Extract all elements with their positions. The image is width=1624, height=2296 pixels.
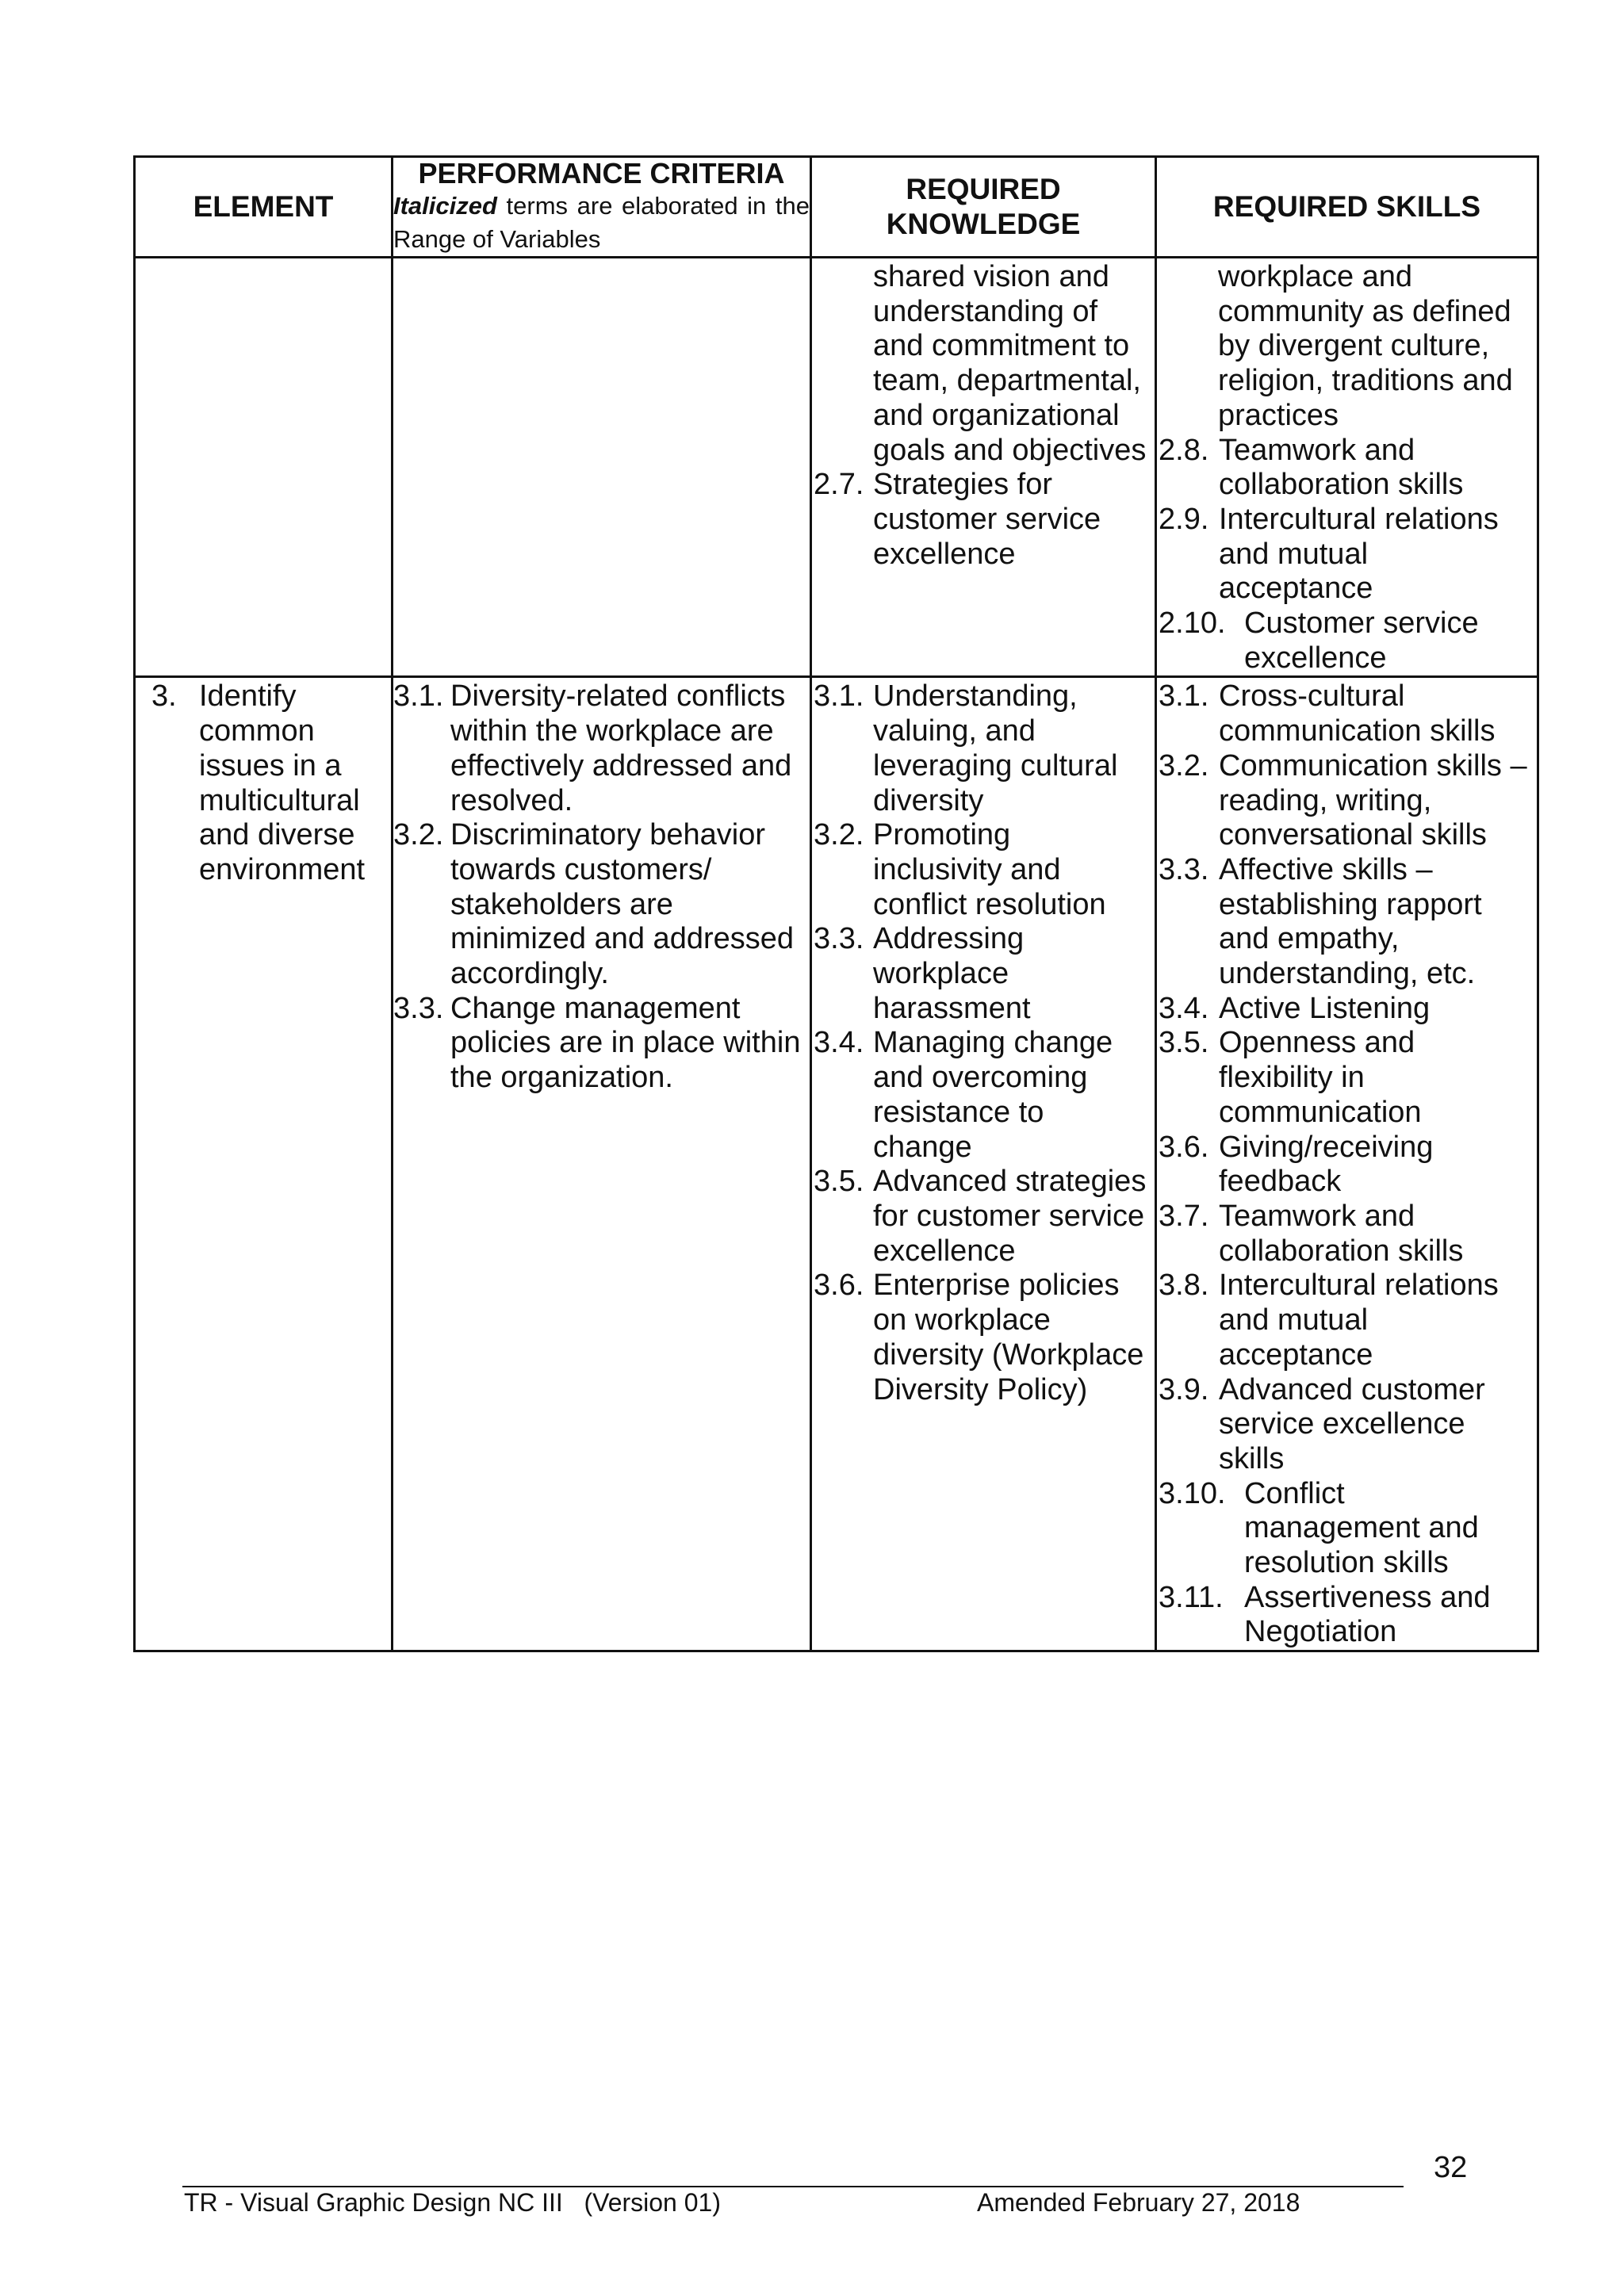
item-number: 3.11. bbox=[1159, 1580, 1224, 1614]
item-text: Enterprise policies on workplace diversity (Workplace Diversity Policy) bbox=[873, 1269, 1144, 1406]
continuation-element-cell bbox=[135, 258, 393, 677]
header-required-knowledge bbox=[811, 157, 1156, 258]
item-text: Advanced customer service excellence skills bbox=[1219, 1372, 1485, 1475]
item-number: 3.3. bbox=[814, 922, 864, 956]
knowledge-cell bbox=[811, 677, 1156, 1651]
item-number: 2.8. bbox=[1159, 433, 1209, 467]
knowledge-continuation-text: shared vision and understanding of and commitment to team, departmental, and organizational goals and objectives bbox=[873, 260, 1147, 467]
item-number: 3.8. bbox=[1159, 1269, 1209, 1303]
list-item bbox=[393, 992, 810, 1096]
item-number: 3.7. bbox=[1159, 1199, 1209, 1233]
item-number: 3.6. bbox=[1159, 1130, 1209, 1164]
item-text: Promoting inclusivity and conflict resolution bbox=[873, 818, 1106, 921]
item-text: Addressing workplace harassment bbox=[873, 922, 1031, 1025]
item-number: 3.3. bbox=[1159, 852, 1209, 886]
table-header-row bbox=[135, 157, 1538, 258]
item-number: 3.1. bbox=[814, 679, 864, 714]
knowledge-list bbox=[812, 679, 1155, 1407]
item-text: Intercultural relations and mutual acceptance bbox=[1219, 502, 1499, 606]
item-text: Openness and flexibility in communication bbox=[1219, 1026, 1422, 1129]
performance-criteria-note-text: terms are elaborated in the Range of Variables bbox=[393, 192, 810, 253]
item-text: Teamwork and collaboration skills bbox=[1219, 1199, 1464, 1268]
header-required-skills: REQUIRED SKILLS bbox=[1156, 157, 1538, 258]
element-number: 3. bbox=[151, 679, 177, 714]
list-item bbox=[1159, 434, 1537, 503]
item-number: 2.10. bbox=[1159, 607, 1226, 641]
element-list bbox=[136, 679, 391, 887]
list-item bbox=[1159, 1131, 1537, 1200]
list-item bbox=[1159, 607, 1537, 675]
item-number: 3.5. bbox=[814, 1165, 864, 1199]
item-text: Cross-cultural communication skills bbox=[1219, 679, 1496, 748]
criteria-cell bbox=[393, 677, 811, 1651]
list-item bbox=[1159, 1269, 1537, 1372]
list-item bbox=[814, 679, 1155, 818]
item-number: 3.6. bbox=[814, 1269, 864, 1303]
item-text: Strategies for customer service excellence bbox=[873, 468, 1101, 571]
footer-document-title: TR - Visual Graphic Design NC III (Version 01) bbox=[184, 2188, 721, 2217]
list-item bbox=[814, 1165, 1155, 1269]
continuation-row bbox=[135, 258, 1538, 677]
criteria-list bbox=[393, 679, 810, 1095]
element-3-row bbox=[135, 677, 1538, 1651]
item-number: 3.2. bbox=[393, 818, 444, 852]
item-text: Customer service excellence bbox=[1244, 607, 1479, 675]
list-item bbox=[1159, 679, 1537, 748]
list-item bbox=[151, 679, 391, 887]
item-number: 3.1. bbox=[1159, 679, 1209, 714]
item-text: Understanding, valuing, and leveraging cultural diversity bbox=[873, 679, 1118, 817]
skills-list bbox=[1157, 679, 1537, 1650]
italicized-word: Italicized bbox=[393, 192, 497, 220]
item-text: Assertiveness and Negotiation bbox=[1244, 1580, 1491, 1649]
item-text: Diversity-related conflicts within the workplace are effectively addressed and resolved. bbox=[450, 679, 792, 817]
item-text: Communication skills – reading, writing, conversational skills bbox=[1219, 748, 1527, 852]
continuation-criteria-cell bbox=[393, 258, 811, 677]
footer-amended-date: Amended February 27, 2018 bbox=[977, 2188, 1300, 2217]
list-item bbox=[1159, 1581, 1537, 1650]
item-text: Managing change and overcoming resistance to change bbox=[873, 1026, 1113, 1164]
item-number: 3.3. bbox=[393, 991, 444, 1025]
list-item bbox=[1159, 1026, 1537, 1130]
list-item bbox=[814, 1026, 1155, 1165]
skills-list bbox=[1157, 434, 1537, 676]
item-text: Discriminatory behavior towards customers/ stakeholders are minimized and addressed accordingly. bbox=[450, 818, 795, 991]
item-number: 3.5. bbox=[1159, 1026, 1209, 1060]
list-item bbox=[814, 922, 1155, 1026]
list-item bbox=[814, 468, 1155, 572]
list-item bbox=[1159, 1373, 1537, 1477]
footer-rule bbox=[182, 2186, 1404, 2187]
item-number: 3.9. bbox=[1159, 1372, 1209, 1406]
list-item bbox=[814, 1269, 1155, 1407]
list-item bbox=[1159, 749, 1537, 853]
performance-criteria-note bbox=[393, 189, 810, 256]
item-number: 3.2. bbox=[814, 818, 864, 852]
list-item bbox=[1159, 992, 1537, 1027]
item-text: Advanced strategies for customer service excellence bbox=[873, 1165, 1147, 1268]
element-text: Identify common issues in a multicultural and diverse environment bbox=[199, 679, 366, 886]
skills-cell bbox=[1156, 677, 1538, 1651]
item-text: Conflict management and resolution skills bbox=[1244, 1476, 1479, 1580]
header-performance-criteria bbox=[393, 157, 811, 258]
list-item bbox=[814, 818, 1155, 922]
item-text: Change management policies are in place within the organization. bbox=[450, 991, 801, 1095]
item-number: 2.9. bbox=[1159, 502, 1209, 536]
list-item bbox=[1159, 1200, 1537, 1269]
item-number: 3.4. bbox=[1159, 991, 1209, 1025]
list-item bbox=[1159, 853, 1537, 992]
item-number: 3.1. bbox=[393, 679, 444, 714]
item-text: Giving/receiving feedback bbox=[1219, 1130, 1434, 1199]
element-cell bbox=[135, 677, 393, 1651]
item-text: Teamwork and collaboration skills bbox=[1219, 433, 1464, 502]
list-item bbox=[1159, 503, 1537, 607]
item-number: 3.2. bbox=[1159, 748, 1209, 783]
list-item bbox=[1159, 1477, 1537, 1581]
item-text: Active Listening bbox=[1219, 991, 1431, 1025]
knowledge-list bbox=[812, 468, 1155, 572]
continuation-skills-cell bbox=[1156, 258, 1538, 677]
item-number: 3.10. bbox=[1159, 1476, 1226, 1510]
skills-continuation-text: workplace and community as defined by divergent culture, religion, traditions and practices bbox=[1218, 260, 1513, 432]
item-text: Intercultural relations and mutual acceptance bbox=[1219, 1269, 1499, 1372]
competency-table bbox=[133, 155, 1539, 1652]
item-text: Affective skills – establishing rapport and empathy, understanding, etc. bbox=[1219, 852, 1482, 991]
list-item bbox=[393, 679, 810, 818]
item-number: 2.7. bbox=[814, 468, 864, 502]
list-item bbox=[393, 818, 810, 992]
required-knowledge-label: REQUIRED KNOWLEDGE bbox=[886, 173, 1081, 240]
item-number: 3.4. bbox=[814, 1026, 864, 1060]
page-number: 32 bbox=[1434, 2151, 1468, 2184]
continuation-knowledge-cell bbox=[811, 258, 1156, 677]
header-element: ELEMENT bbox=[135, 157, 393, 258]
performance-criteria-title: PERFORMANCE CRITERIA bbox=[418, 157, 785, 189]
